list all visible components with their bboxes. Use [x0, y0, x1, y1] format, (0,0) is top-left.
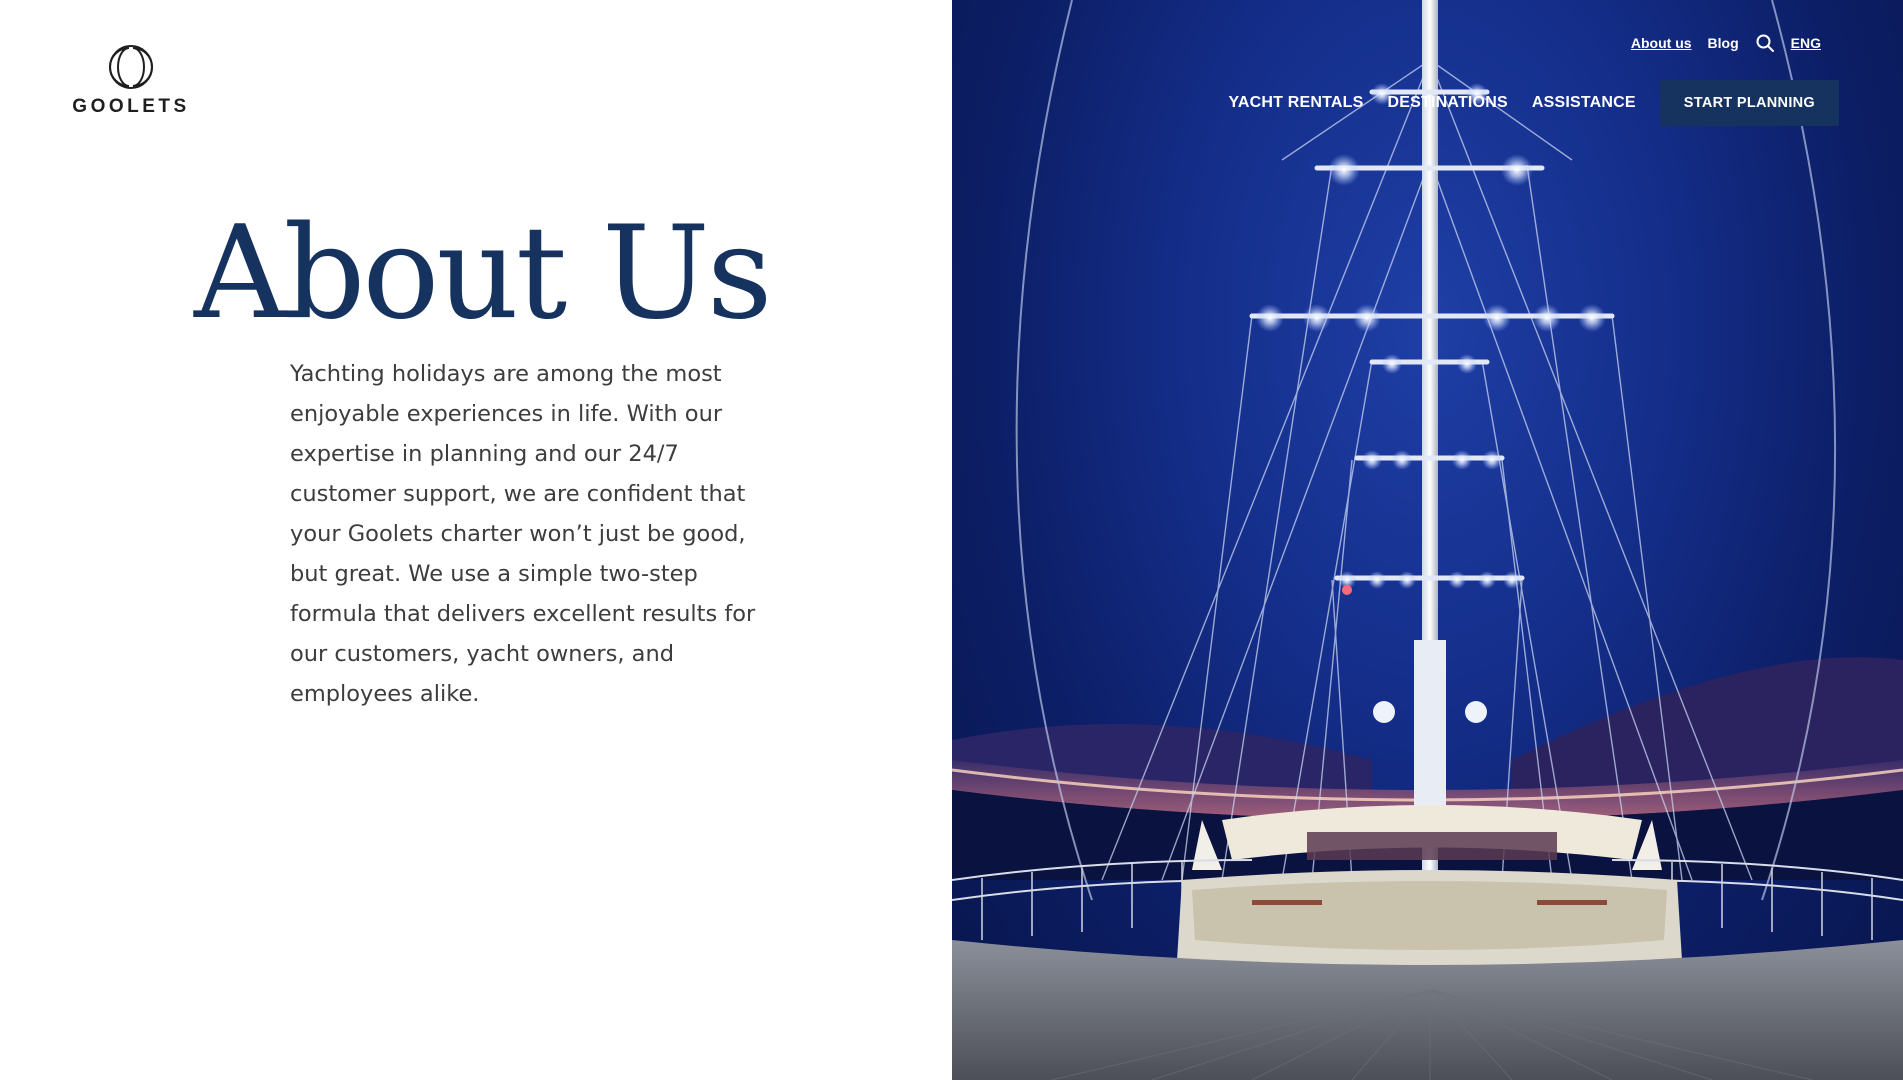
nav-blog-link[interactable]: Blog: [1707, 35, 1739, 51]
hero-image: [952, 0, 1903, 1080]
page-title: About Us: [194, 199, 770, 348]
logo-wordmark: GOOLETS: [72, 96, 190, 117]
search-icon[interactable]: [1755, 33, 1775, 53]
nav-yacht-rentals[interactable]: YACHT RENTALS: [1228, 94, 1364, 111]
nav-assistance[interactable]: ASSISTANCE: [1531, 94, 1636, 111]
nav-destinations[interactable]: DESTINATIONS: [1387, 94, 1508, 111]
main-nav: [1228, 80, 1839, 126]
start-planning-button[interactable]: START PLANNING: [1660, 80, 1839, 126]
nav-about-link[interactable]: About us: [1630, 35, 1692, 51]
intro-paragraph: Yachting holidays are among the most enjoyable experiences in life. With our expertise in planning and our 24/7 customer support, we are confident that your Goolets charter won’t just be good, but great. We use a simple two-step formula that delivers excellent results for our customers, yacht owners, and employees alike.: [290, 361, 756, 707]
language-selector[interactable]: ENG: [1790, 35, 1821, 51]
utility-nav: [1631, 33, 1821, 53]
logo[interactable]: [70, 44, 192, 118]
logo-icon: [108, 44, 154, 90]
sailing-yacht-photo: [952, 0, 1903, 1080]
